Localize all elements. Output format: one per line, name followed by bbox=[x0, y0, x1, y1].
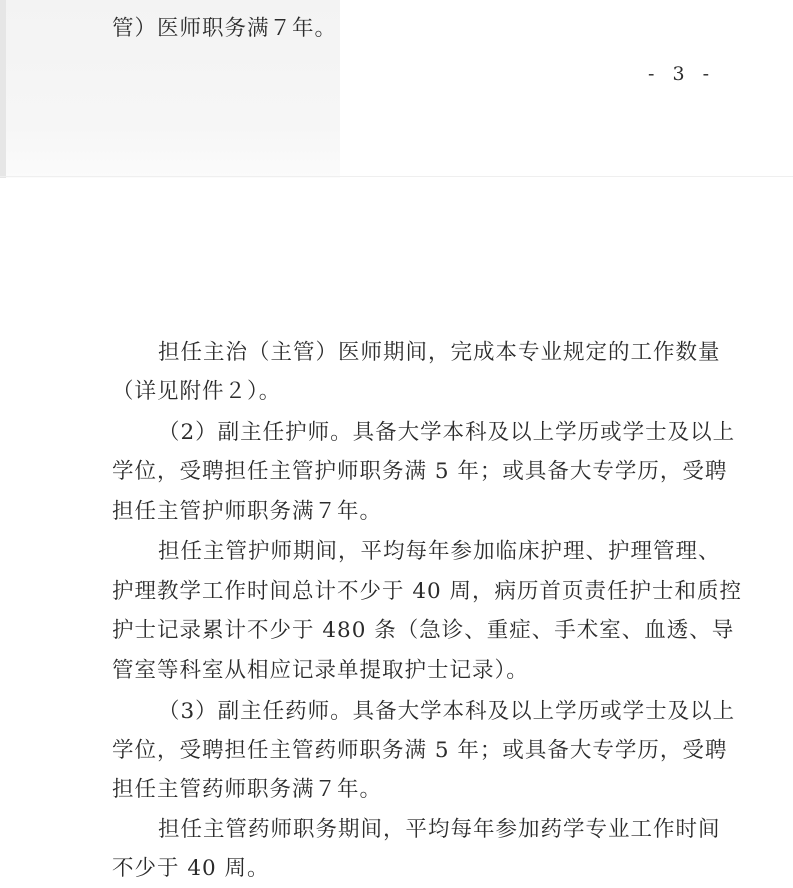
paragraph-line: 不少于 40 周。 bbox=[112, 856, 270, 881]
paragraph-line: 学位，受聘担任主管护师职务满 5 年；或具备大专学历，受聘 bbox=[112, 459, 728, 484]
page-break-divider bbox=[0, 176, 793, 177]
scan-edge bbox=[0, 0, 6, 178]
paragraph-line: 管室等科室从相应记录单提取护士记录）。 bbox=[112, 658, 529, 683]
paragraph-line: 担任主管护师期间，平均每年参加临床护理、护理管理、 bbox=[158, 539, 721, 564]
paragraph-line: （3）副主任药师。具备大学本科及以上学历或学士及以上 bbox=[158, 699, 736, 724]
paragraph-line: 学位，受聘担任主管药师职务满 5 年；或具备大专学历，受聘 bbox=[112, 738, 728, 763]
page-number: - 3 - bbox=[648, 63, 716, 85]
paragraph-line: （2）副主任护师。具备大学本科及以上学历或学士及以上 bbox=[158, 420, 736, 445]
carryover-line: 管）医师职务满７年。 bbox=[112, 16, 338, 41]
paragraph-line: 担任主管药师职务满７年。 bbox=[112, 777, 383, 802]
paragraph-line: 担任主管药师职务期间，平均每年参加药学专业工作时间 bbox=[158, 817, 721, 842]
paragraph-line: 担任主治（主管）医师期间，完成本专业规定的工作数量 bbox=[158, 340, 721, 365]
paragraph-line: 护士记录累计不少于 480 条（急诊、重症、手术室、血透、导 bbox=[112, 618, 735, 643]
paragraph-line: 护理教学工作时间总计不少于 40 周，病历首页责任护士和质控 bbox=[112, 579, 743, 604]
paragraph-line: （详见附件２）。 bbox=[112, 379, 282, 404]
paragraph-line: 担任主管护师职务满７年。 bbox=[112, 499, 383, 524]
